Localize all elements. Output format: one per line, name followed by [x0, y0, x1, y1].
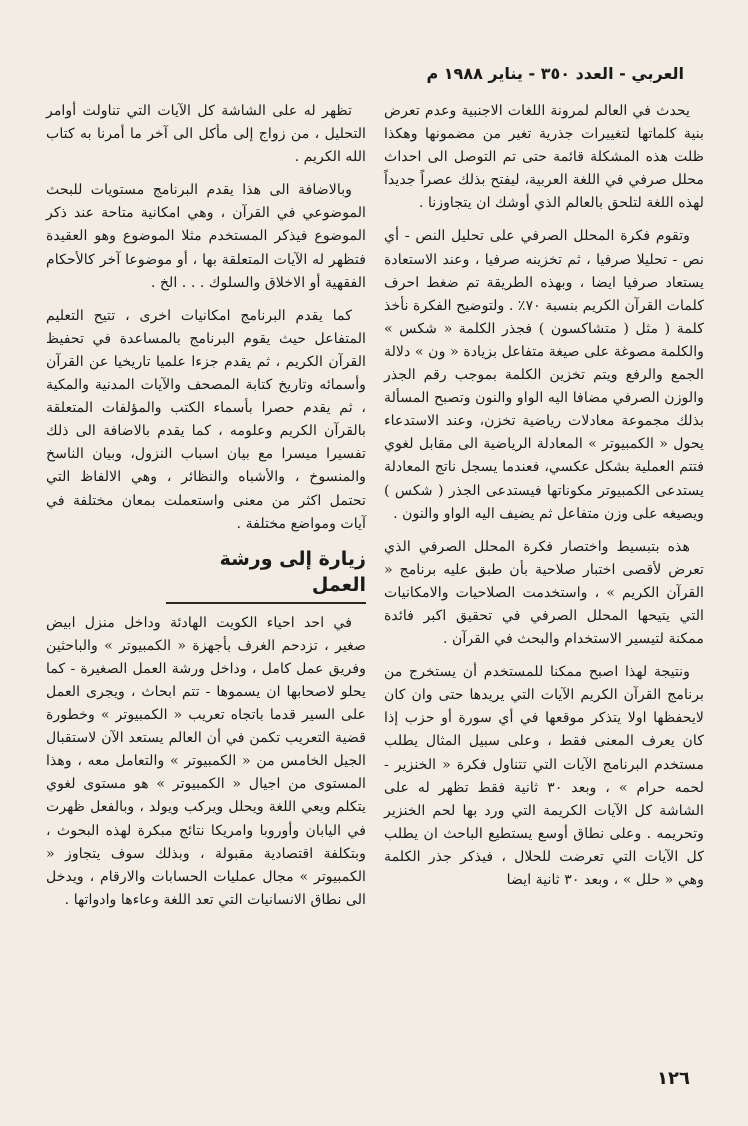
left-paragraph-1: تظهر له على الشاشة كل الآيات التي تناولت أوامر التحليل ، من زواج إلى مأكل الى آخر ما أمرنا به كتاب الله الكريم . — [46, 103, 366, 166]
left-paragraph-3: كما يقدم البرنامج امكانيات اخرى ، تتيح التعليم المتفاعل حيث يقوم البرنامج بالمساعدة في تحفيظ القرآن الكريم ، ثم يقدم جزءا علميا تاريخيا عن القرآن وأسمائه وتاريخ كتابة المصحف والآيات المدنية والمكية ، ثم يقدم حصرا بأسماء الكتب والمؤلفات المتعلقة بالقرآن الكريم وعلومه ، كما يقدم بالاضافة الى ذلك تفسيرا ميسرا مع بيان اسباب النزول، وبيان الناسخ والمنسوخ ، والأشباه والنظائر ، وهي الالفاظ التي تحتمل اكثر من معنى واستعملت بمعان مختلفة في آيات ومواضع مختلفة . — [46, 307, 366, 532]
right-column — [384, 100, 704, 902]
running-header: العربي - العدد ٣٥٠ - يناير ١٩٨٨ م — [426, 64, 684, 83]
page-number: ١٢٦ — [657, 1068, 690, 1089]
section-heading: زيارة إلى ورشة العمل — [166, 546, 366, 604]
left-column — [46, 100, 366, 922]
left-paragraph-2: وبالاضافة الى هذا يقدم البرنامج مستويات للبحث الموضوعي في القرآن ، وهي امكانية متاحة عند ذكر الموضوع فيذكر المستخدم مثلا الموضوع وهو العقيدة فتظهر له الآيات المتعلقة بها ، أو موضوعا آخر كالأحكام الفقهية أو الاخلاق والسلوك . . . الخ . — [46, 182, 366, 291]
left-paragraph-4: في احد احياء الكويت الهادئة وداخل منزل ابيض صغير ، تزدحم الغرف بأجهزة « الكمبيوتر » والباحثين وفريق عمل كامل ، وداخل ورشة العمل الصغيرة - كما يحلو لاصحابها ان يسموها - تتم ابحاث ، ويجرى العمل على السير قدما باتجاه تعريب « الكمبيوتر » وخطورة قضية التعريب تكمن في أن العالم يستعد الآن لاستقبال الجيل الخامس من « الكمبيوتر » والتعامل معه ، وهذا المستوى من اجيال « الكمبيوتر » هو مستوى لغوي يتكلم ويعي اللغة ويحلل ويركب ويولد ، وبالفعل ظهرت في اليابان وأوروبا وامريكا نتائج مبكرة لهذه البحوث ، وبتكلفة اقتصادية مقبولة ، وبذلك سوف يتجاوز « الكمبيوتر » مجال عمليات الحسابات والارقام ، ويدخل الى نطاق الانسانيات التي تعد اللغة وعاءها وادواتها . — [46, 614, 366, 908]
right-paragraph-3: هذه بتبسيط واختصار فكرة المحلل الصرفي الذي تعرض لأقصى اختبار صلاحية بأن طبق عليه برنامج « القرآن الكريم » ، واستخدمت الصلاحيات والامكانيات التي يتيحها المحلل الصرفي في تحقيق اكبر فائدة ممكنة لتيسير الاستخدام والبحث في القرآن . — [384, 538, 704, 648]
right-paragraph-1: يحدث في العالم لمرونة اللغات الاجنبية وعدم تعرض بنية كلماتها لتغييرات جذرية تغير من مضمونها وهكذا ظلت هذه المشكلة قائمة حتى تم التوصل الى احداث محلل صرفي في اللغة العربية، ليفتح بذلك عصراً جديداً لهذه اللغة لتلحق بالعالم الذي أوشك ان يتجاوزنا . — [384, 103, 704, 212]
right-paragraph-4: ونتيجة لهذا اصبح ممكنا للمستخدم أن يستخرج من برنامج القرآن الكريم الآيات التي يريدها حتى وان كان لايحفظها اولا يتذكر موقعها في أي سورة أو حزب إذا كان يعرف المعنى فقط ، وعلى سبيل المثال يطلب مستخدم البرنامج الآيات التي تتناول فكرة « الخنزير - لحمه حرام » ، وبعد ٣٠ ثانية فقط تظهر له على الشاشة كل الآيات الكريمة التي ورد بها لحم الخنزير وتحريمه . وعلى نطاق أوسع يستطيع الباحث ان يطلب كل الآيات التي تعرضت للحلال ، فيذكر جذر الكلمة وهي « حلل » ، وبعد ٣٠ ثانية ايضا — [384, 664, 704, 888]
right-paragraph-2: وتقوم فكرة المحلل الصرفي على تحليل النص - أي نص - تحليلا صرفيا ، ثم تخزينه صرفيا ، وعند الاستعادة يستعاد صرفيا ايضا ، وبهذه الطريقة تم ضغط احرف كلمات القرآن الكريم بنسبة ٧٠٪ . ولتوضيح الفكرة نأخذ كلمة ( مثل ( متشاكسون ) فجذر الكلمة « شكس » والكلمة مصوغة على صيغة متفاعل بزيادة « ون » دلالة الجمع والرفع ويتم تخزين الكلمة بموجب رقم الجذر والوزن الصرفي مضافا اليه الواو والنون وتصبح المسألة بذلك مجموعة معادلات رياضية تخزن، وعند الاستدعاء يحول « الكمبيوتر » المعادلة الرياضية الى مقابل لغوي فتتم العملية بشكل عكسي، فعندما يسجل ناتج المعادلة يستدعى الكمبيوتر مكوناتها فيستدعى الجذر ( شكس ) ويصيغه على وزن متفاعل ثم يضيف اليه الواو والنون . — [384, 228, 704, 522]
